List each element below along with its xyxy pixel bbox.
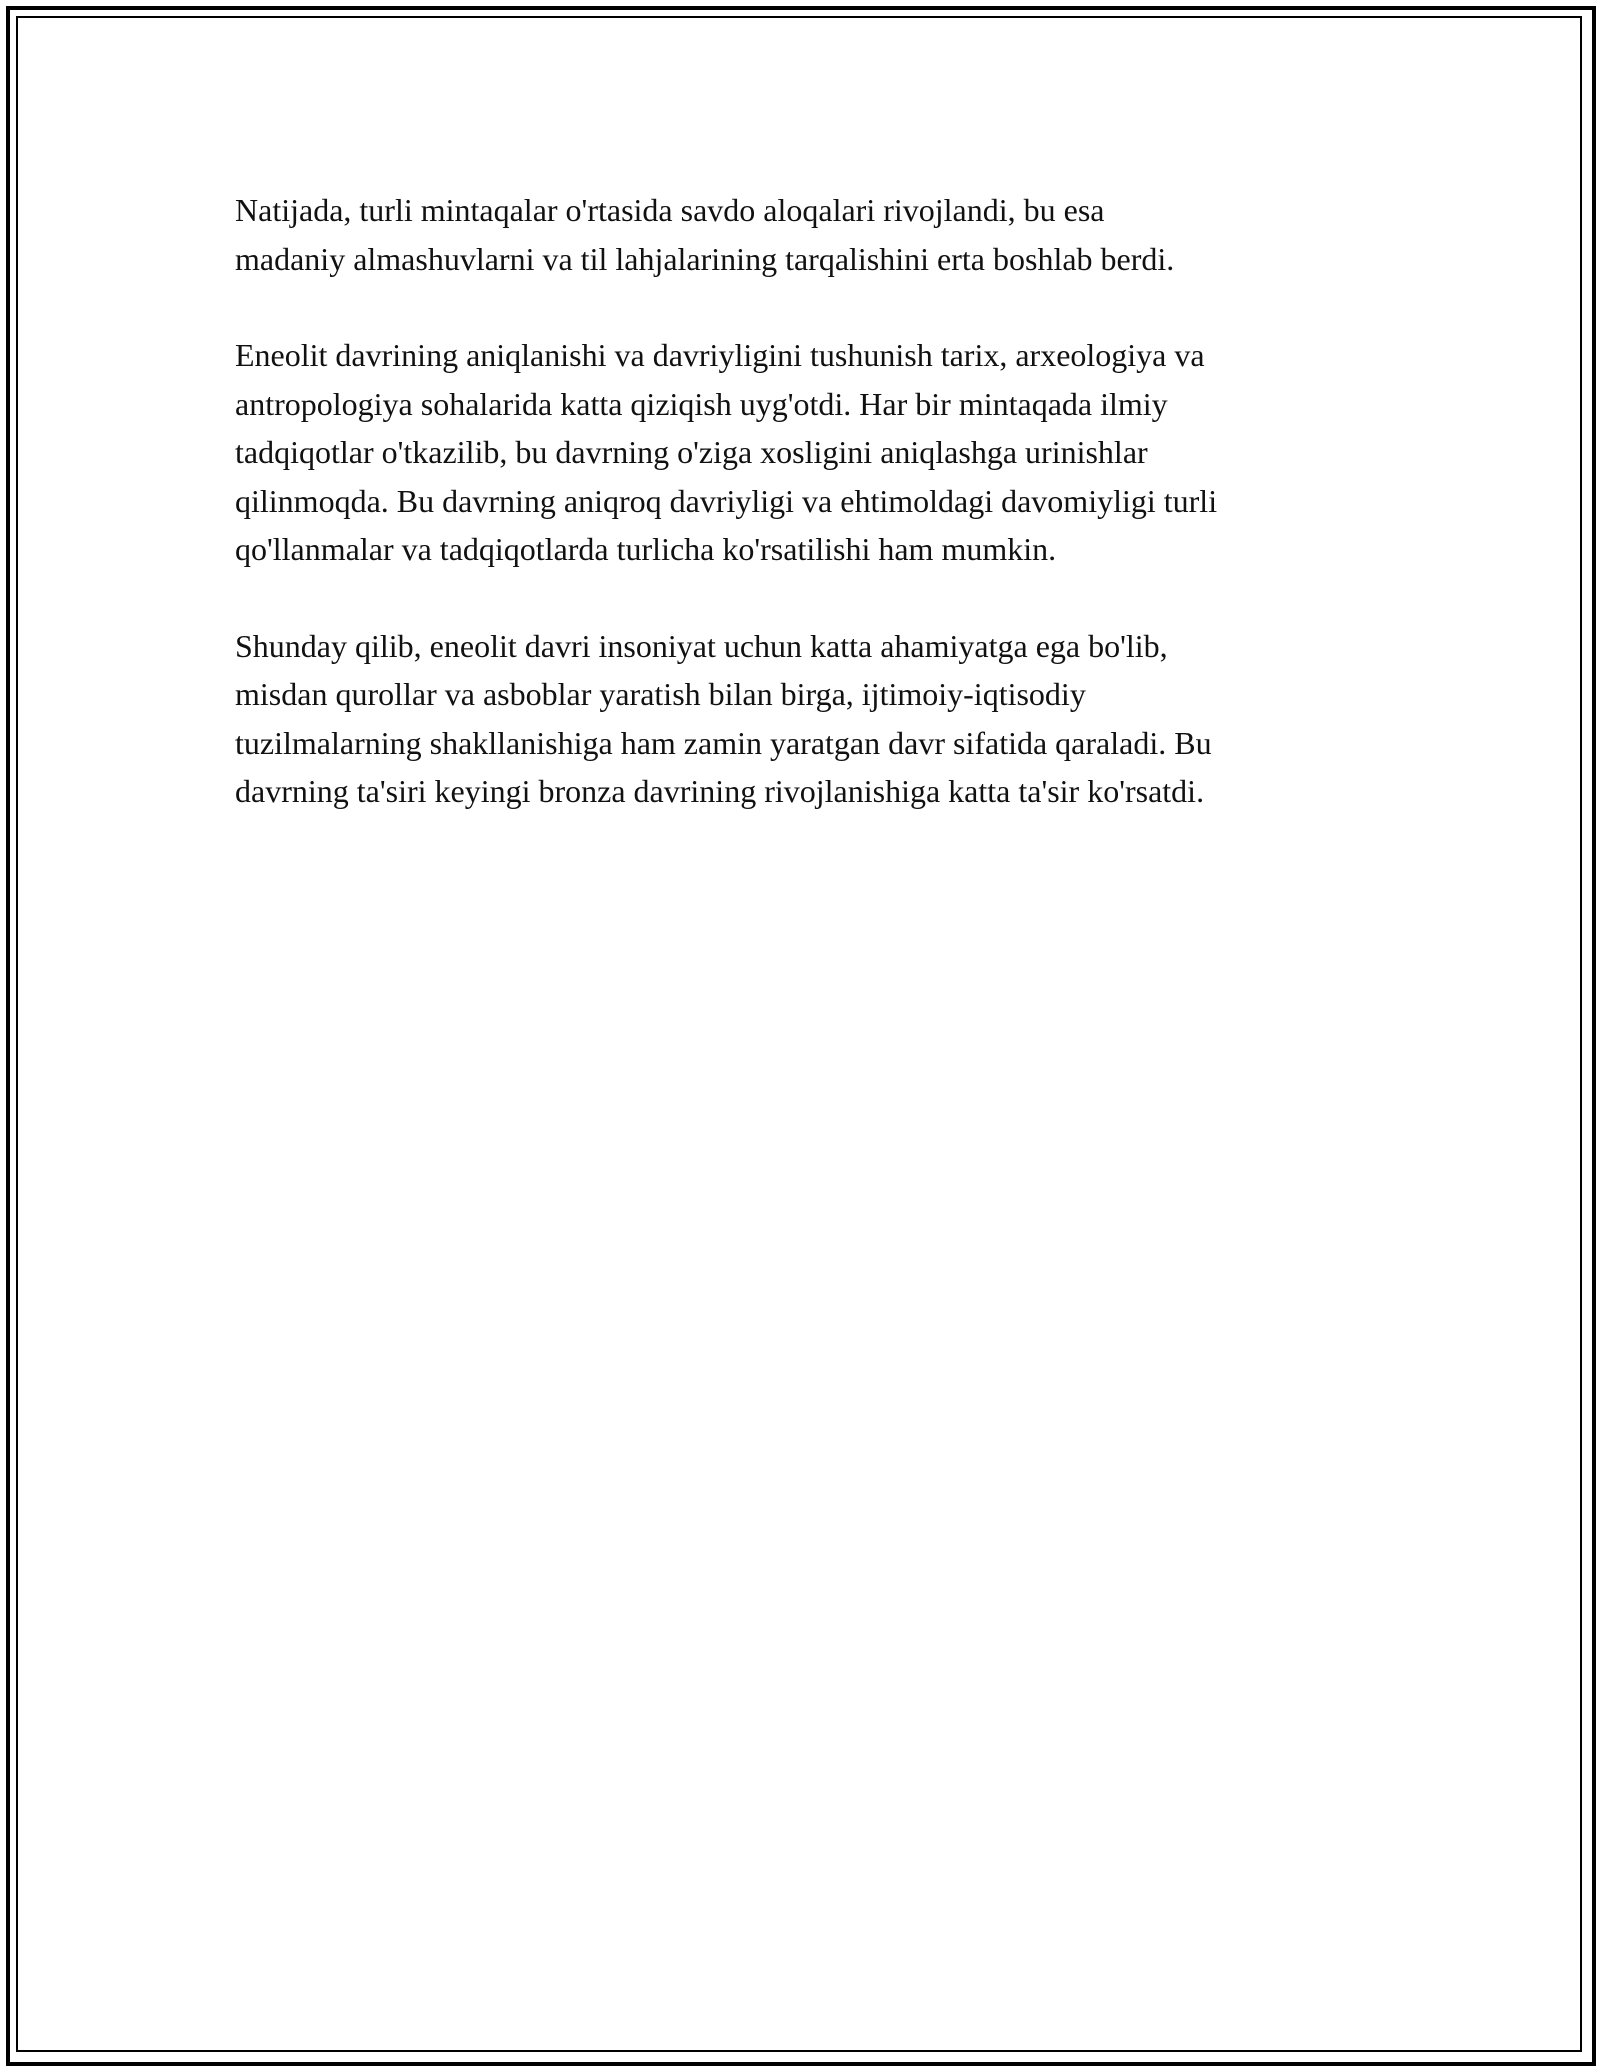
text-line: tuzilmalarning shakllanishiga ham zamin yaratgan davr sifatida qaraladi. Bu	[235, 724, 1212, 761]
text-line: Eneolit davrining aniqlanishi va davriyligini tushunish tarix, arxeologiya va	[235, 337, 1205, 373]
text-line: Natijada, turli mintaqalar o'rtasida savdo aloqalari rivojlandi, bu esa	[235, 192, 1105, 228]
text-line: antropologiya sohalarida katta qiziqish uyg'otdi. Har bir mintaqada ilmiy	[235, 385, 1168, 422]
text-line: tadqiqotlar o'tkazilib, bu davrning o'ziga xosligini aniqlashga urinishlar	[235, 434, 1148, 470]
text-line: qilinmoqda. Bu davrning aniqroq davriyligi va ehtimoldagi davomiyligi turli	[235, 482, 1218, 519]
document-body	[235, 186, 1370, 864]
text-line: Shunday qilib, eneolit davri insoniyat uchun katta ahamiyatga ega bo'lib,	[235, 627, 1168, 664]
text-line: misdan qurollar va asboblar yaratish bilan birga, ijtimoiy-iqtisodiy	[235, 676, 1086, 712]
paragraph-3	[235, 622, 1370, 816]
paragraph-2	[235, 331, 1370, 574]
text-line: davrning ta'siri keyingi bronza davrining rivojlanishiga katta ta'sir ko'rsatdi.	[235, 773, 1205, 809]
paragraph-1	[235, 186, 1370, 283]
text-line: qo'llanmalar va tadqiqotlarda turlicha ko'rsatilishi ham mumkin.	[235, 531, 1057, 567]
text-line: madaniy almashuvlarni va til lahjalarining tarqalishini erta boshlab berdi.	[235, 240, 1175, 277]
